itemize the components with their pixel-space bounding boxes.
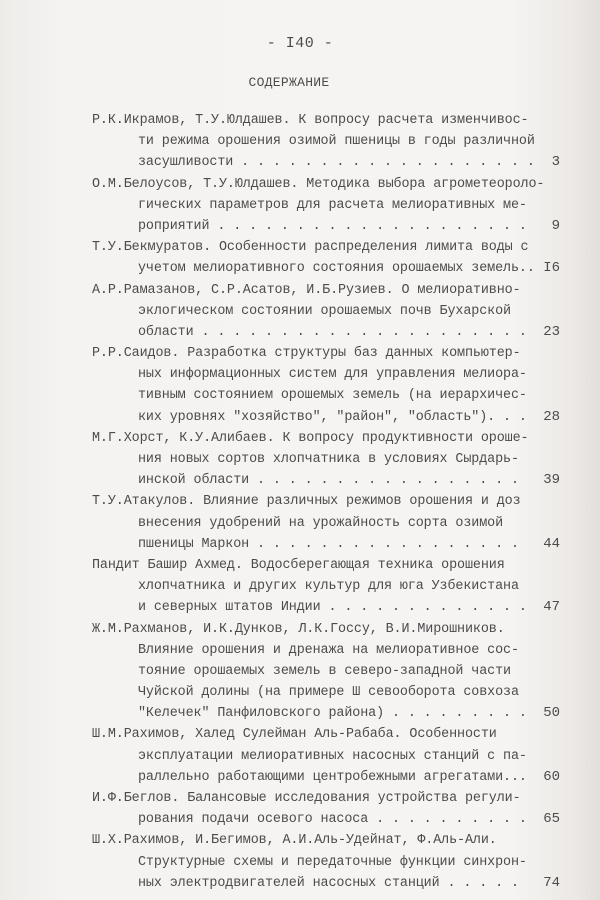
entry-line: Влияние орошения и дренажа на мелиоративное сос- [138,642,519,658]
toc-entry [92,343,562,428]
toc-entry [92,555,562,619]
entry-line: рования подачи осевого насоса . . . . . . . . . . [138,812,527,828]
entry-page-number: 65 [543,811,560,828]
entry-line: ния новых сортов хлопчатника в условиях Сырдарь- [138,452,519,467]
entry-line: М.Г.Хорст, К.У.Алибаев. К вопросу продуктивности ороше- [92,430,529,446]
entry-line: ких уровнях "хозяйство", "район", "область"). . . [138,409,527,425]
table-of-contents [92,110,562,894]
entry-line: засушливости . . . . . . . . . . . . . . . . . . . [138,155,535,171]
toc-entry [92,619,562,725]
entry-line: А.Р.Рамазанов, С.Р.Асатов, И.Б.Рузиев. О мелиоративно- [92,282,521,298]
entry-page-number: 47 [543,599,560,616]
entry-line: ных информационных систем для управления мелиора- [138,367,527,383]
entry-line: Т.У.Атакулов. Влияние различных режимов орошения и доз [92,494,521,510]
entry-line: Ш.Х.Рахимов, И.Бегимов, А.И.Аль-Удейнат, Ф.Аль-Али. [92,833,497,849]
entry-line: роприятий . . . . . . . . . . . . . . . . . . . . [138,218,527,234]
entry-line: и северных штатов Индии . . . . . . . . . . . . . [138,600,527,616]
toc-entry [92,174,562,238]
entry-line: Ш.М.Рахимов, Халед Сулейман Аль-Рабаба. Особенности [92,727,497,743]
entry-page-number: 50 [543,705,560,722]
entry-line: эклогическом состоянии орошаемых почв Бухарской [138,303,511,319]
entry-line: раллельно работающими центробежными агрегатами... [138,769,527,785]
entry-line: Структурные схемы и передаточные функции синхрон- [138,854,527,870]
entry-line: Пандит Башир Ахмед. Водосберегающая техника орошения [92,557,505,573]
entry-line: И.Ф.Беглов. Балансовые исследования устройства регули- [92,791,521,806]
entry-line: хлопчатника и других культур для юга Узбекистана [138,579,519,595]
entry-page-number: 28 [543,408,560,425]
toc-entry [92,830,562,894]
entry-line: Р.Р.Саидов. Разработка структуры баз данных компьютер- [92,346,521,362]
toc-entry [92,237,562,279]
entry-line: "Келечек" Панфиловского района) . . . . . . . . . [138,706,527,722]
entry-line: эксплуатации мелиоративных насосных станций с па- [138,748,527,764]
entry-line: учетом мелиоративного состояния орошаемых земель.. [138,261,535,277]
entry-line: Т.У.Бекмуратов. Особенности распределения лимита воды с [92,240,529,256]
entry-line: тивным состоянием орошемых земель (на иерархичес- [138,388,527,404]
toc-entry [92,428,562,492]
entry-line: ти режима орошения озимой пшеницы в годы различной [138,134,535,150]
entry-line: тояние орошаемых земель в северо-западной части [138,663,511,679]
toc-entry [92,280,562,344]
entry-line: инской области . . . . . . . . . . . . . . . . . [138,473,519,489]
entry-line: Р.К.Икрамов, Т.У.Юлдашев. К вопросу расчета изменчивос- [92,113,529,128]
entry-line: области . . . . . . . . . . . . . . . . . . . . . [138,324,527,340]
page-number: - I40 - [266,35,334,52]
entry-page-number: 23 [543,323,560,340]
entry-line: Ж.М.Рахманов, И.К.Дунков, Л.К.Госсу, В.И.Мирошников. [92,621,505,637]
toc-entry [92,788,562,830]
contents-heading: СОДЕРЖАНИЕ [248,75,330,90]
entry-line: внесения удобрений на урожайность сорта озимой [138,515,504,531]
entry-line: Чуйской долины (на примере Ш севооборота совхоза [138,685,519,701]
entry-page-number: 60 [543,768,560,785]
entry-page-number: 74 [543,874,560,891]
toc-entry [92,724,562,788]
entry-page-number: I6 [543,260,560,277]
entry-line: О.М.Белоусов, Т.У.Юлдашев. Методика выбора агрометеороло- [92,176,545,192]
entry-line: гических параметров для расчета мелиоративных ме- [138,197,527,213]
entry-page-number: 44 [543,535,560,552]
toc-entry [92,110,562,174]
entry-page-number: 3 [551,154,560,171]
entry-line: ных электродвигателей насосных станций . . . . . [138,875,519,891]
entry-line: пшеницы Маркон . . . . . . . . . . . . . . . . . [138,536,519,552]
entry-page-number: 9 [551,217,560,234]
toc-entry [92,491,562,555]
entry-page-number: 39 [543,472,560,489]
